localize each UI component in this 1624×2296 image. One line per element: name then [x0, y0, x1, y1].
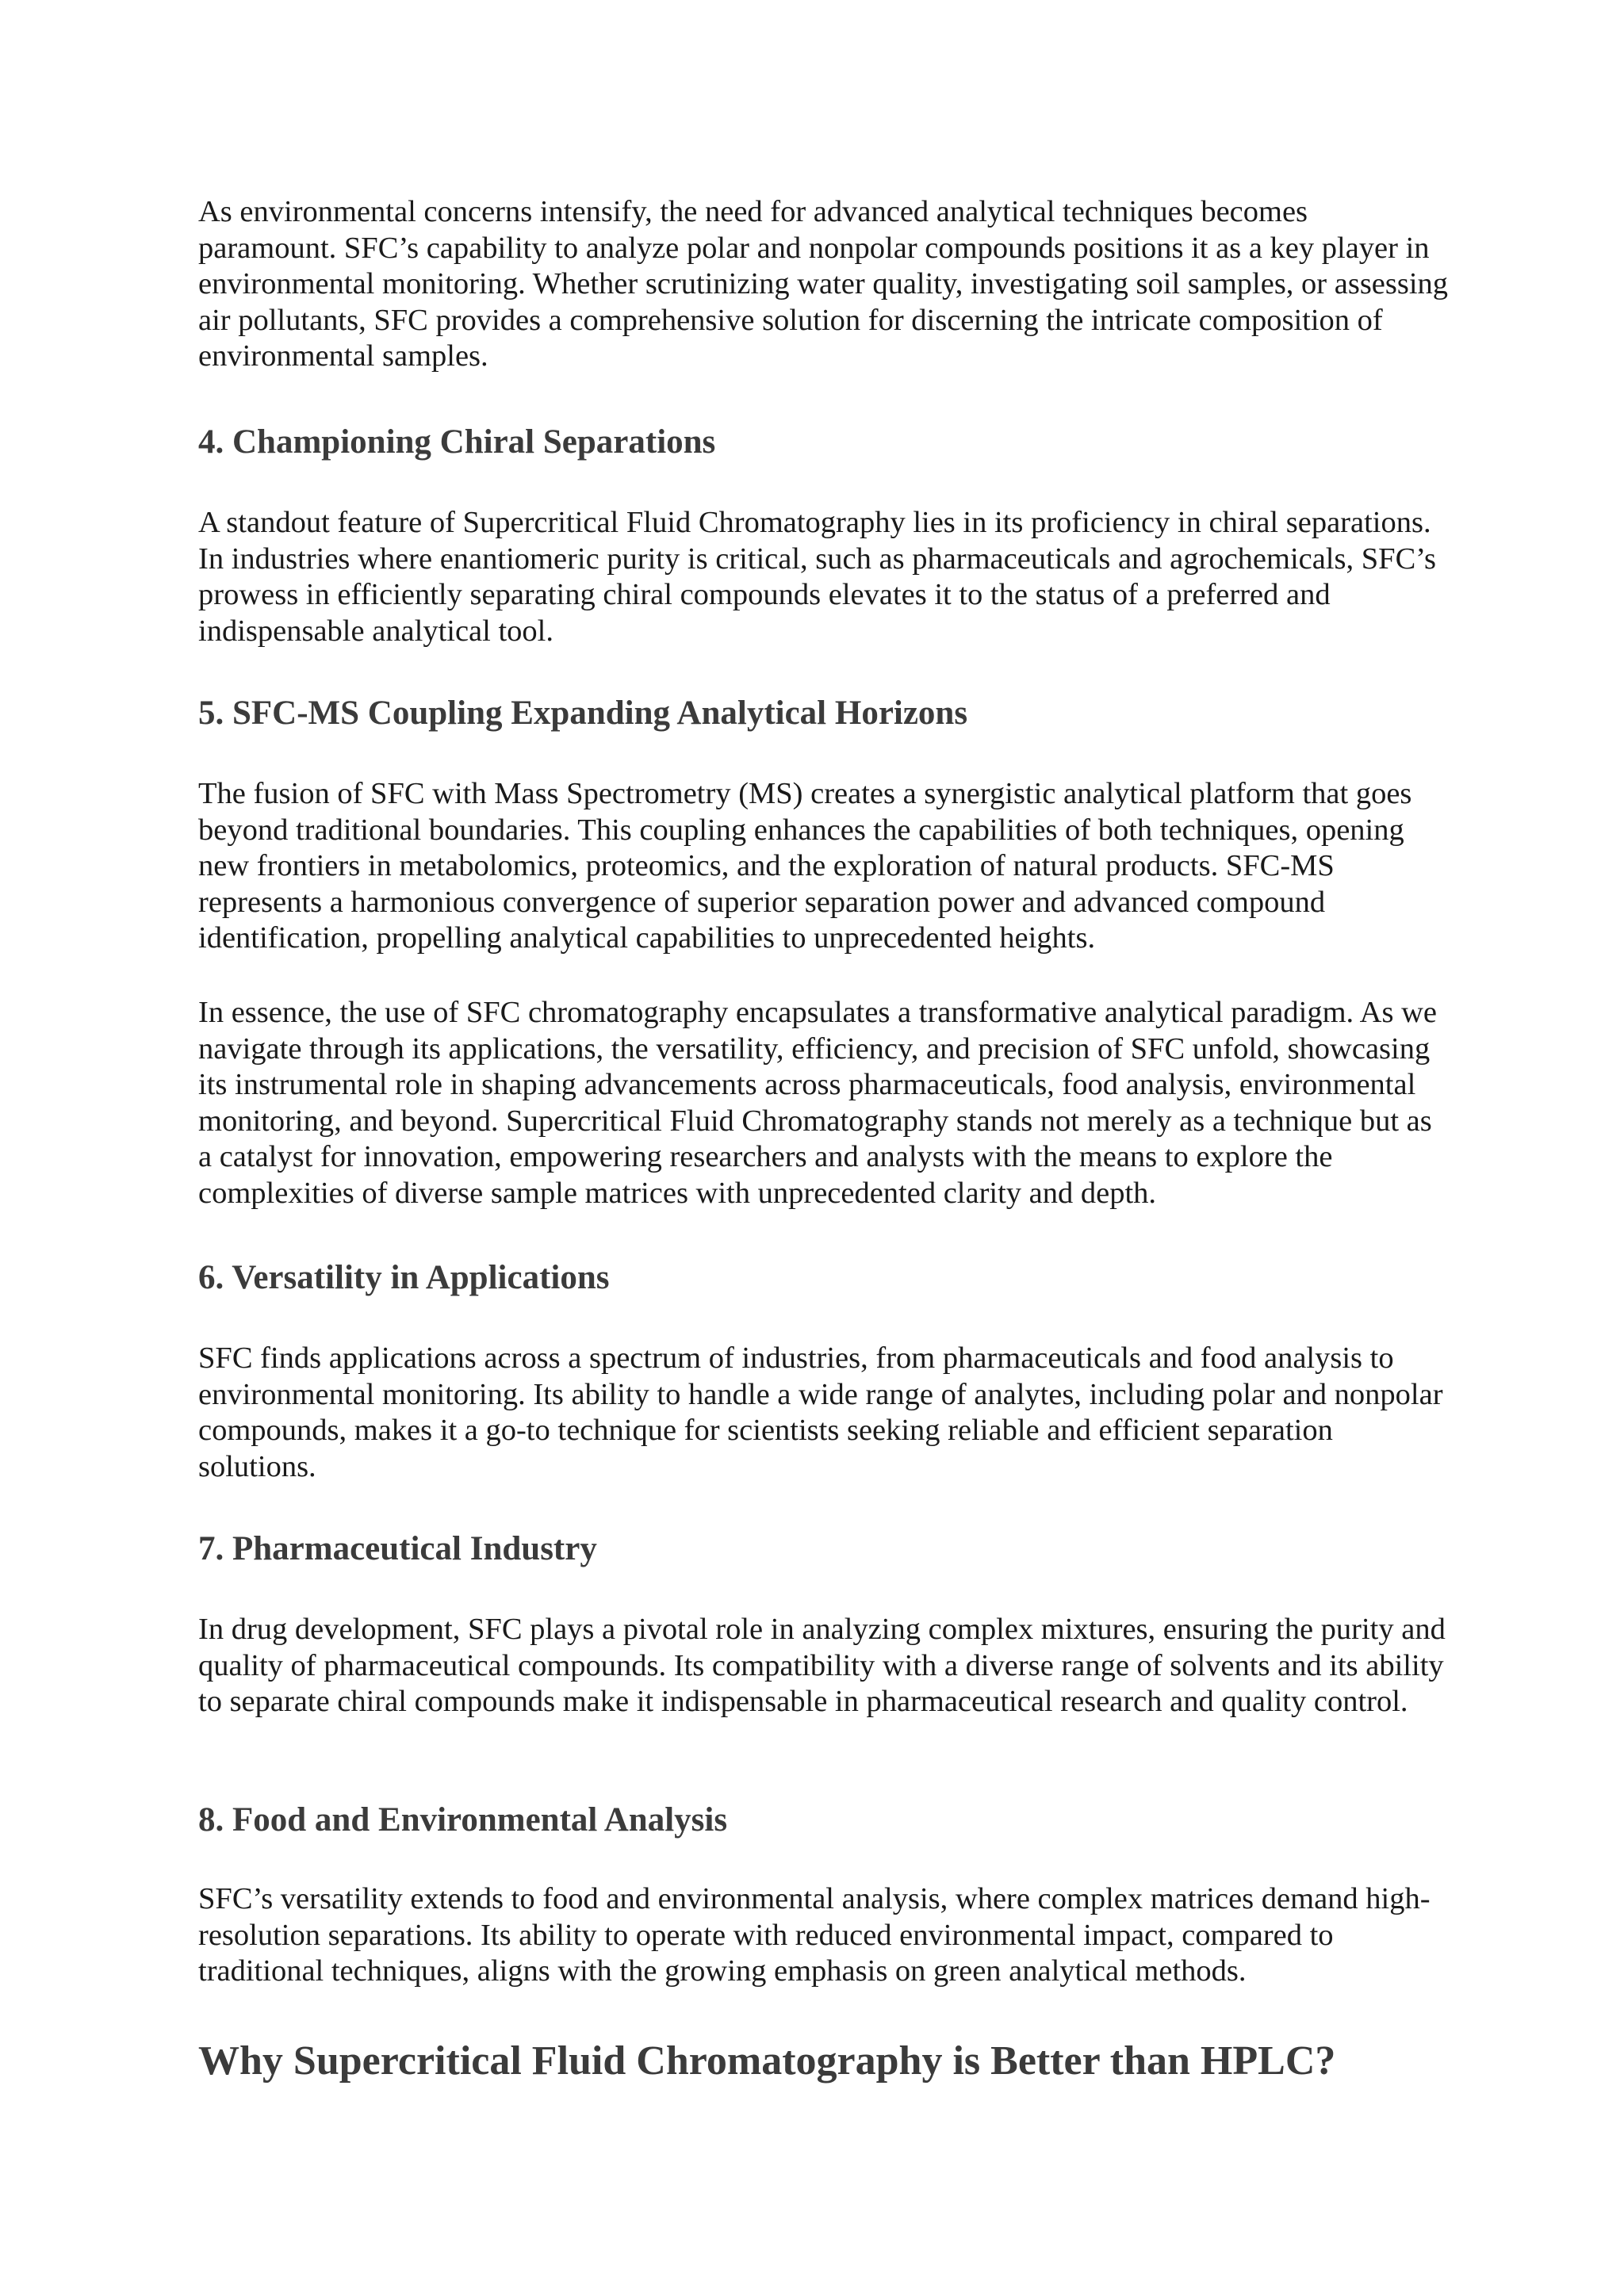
section-chiral-separations — [198, 423, 1451, 462]
section-chiral-separations-body — [198, 505, 1451, 649]
section-versatility — [198, 1258, 1451, 1298]
section-food-environmental-body — [198, 1881, 1451, 1990]
section-food-environmental — [198, 1800, 1451, 1840]
closing-section — [198, 2038, 1451, 2085]
section-heading: 6. Versatility in Applications — [198, 1259, 610, 1296]
section-heading: 8. Food and Environmental Analysis — [198, 1801, 728, 1839]
section-sfc-ms-coupling — [198, 694, 1451, 733]
section-paragraph: The fusion of SFC with Mass Spectrometry (MS) creates a synergistic analytical platform that goes beyond traditional boundaries. This coupling enhances the capabilities of both techniques, opening new frontiers in metabolomics, proteomics, and the exploration of natural products. SFC-MS represents a harmonious convergence of superior separation power and advanced compound identification, propelling analytical capabilities to unprecedented heights. — [198, 777, 1412, 955]
intro-paragraph: As environmental concerns intensify, the need for advanced analytical techniques becomes paramount. SFC’s capability to analyze polar and nonpolar compounds positions it as a key player in environmental monitoring. Whether scrutinizing water quality, investigating soil samples, or assessing air pollutants, SFC provides a comprehensive solution for discerning the intricate composition of environmental samples. — [198, 195, 1449, 373]
section-pharmaceutical — [198, 1529, 1451, 1569]
section-heading: 4. Championing Chiral Separations — [198, 423, 716, 461]
section-sfc-ms-coupling-summary — [198, 995, 1451, 1211]
section-versatility-body — [198, 1341, 1451, 1485]
section-paragraph: SFC finds applications across a spectrum of industries, from pharmaceuticals and food analysis to environmental monitoring. Its ability to handle a wide range of analytes, including polar and nonpolar compounds, makes it a go-to technique for scientists seeking reliable and efficient separation solutions. — [198, 1341, 1443, 1483]
intro-section — [198, 194, 1451, 375]
section-paragraph: In essence, the use of SFC chromatography encapsulates a transformative analytical paradigm. As we navigate through its applications, the versatility, efficiency, and precision of SFC unfold, showcasing its instrumental role in shaping advancements across pharmaceuticals, food analysis, environmental monitoring, and beyond. Supercritical Fluid Chromatography stands not merely as a technique but as a catalyst for innovation, empowering researchers and analysts with the means to explore the complexities of diverse sample matrices with unprecedented clarity and depth. — [198, 996, 1437, 1210]
section-heading: 5. SFC-MS Coupling Expanding Analytical Horizons — [198, 695, 968, 732]
closing-heading: Why Supercritical Fluid Chromatography is Better than HPLC? — [198, 2038, 1336, 2084]
section-sfc-ms-coupling-body — [198, 776, 1451, 957]
section-pharmaceutical-body — [198, 1612, 1451, 1720]
section-paragraph: In drug development, SFC plays a pivotal role in analyzing complex mixtures, ensuring the purity and quality of pharmaceutical compounds. Its compatibility with a diverse range of solvents and its ability to separate chiral compounds make it indispensable in pharmaceutical research and quality control. — [198, 1613, 1446, 1718]
section-paragraph: SFC’s versatility extends to food and environmental analysis, where complex matrices demand high-resolution separations. Its ability to operate with reduced environmental impact, compared to traditional techniques, aligns with the growing emphasis on green analytical methods. — [198, 1882, 1431, 1988]
section-heading: 7. Pharmaceutical Industry — [198, 1530, 597, 1567]
section-paragraph: A standout feature of Supercritical Fluid Chromatography lies in its proficiency in chiral separations. In industries where enantiomeric purity is critical, such as pharmaceuticals and agrochemicals, SFC’s prowess in efficiently separating chiral compounds elevates it to the status of a preferred and indispensable analytical tool. — [198, 506, 1436, 648]
